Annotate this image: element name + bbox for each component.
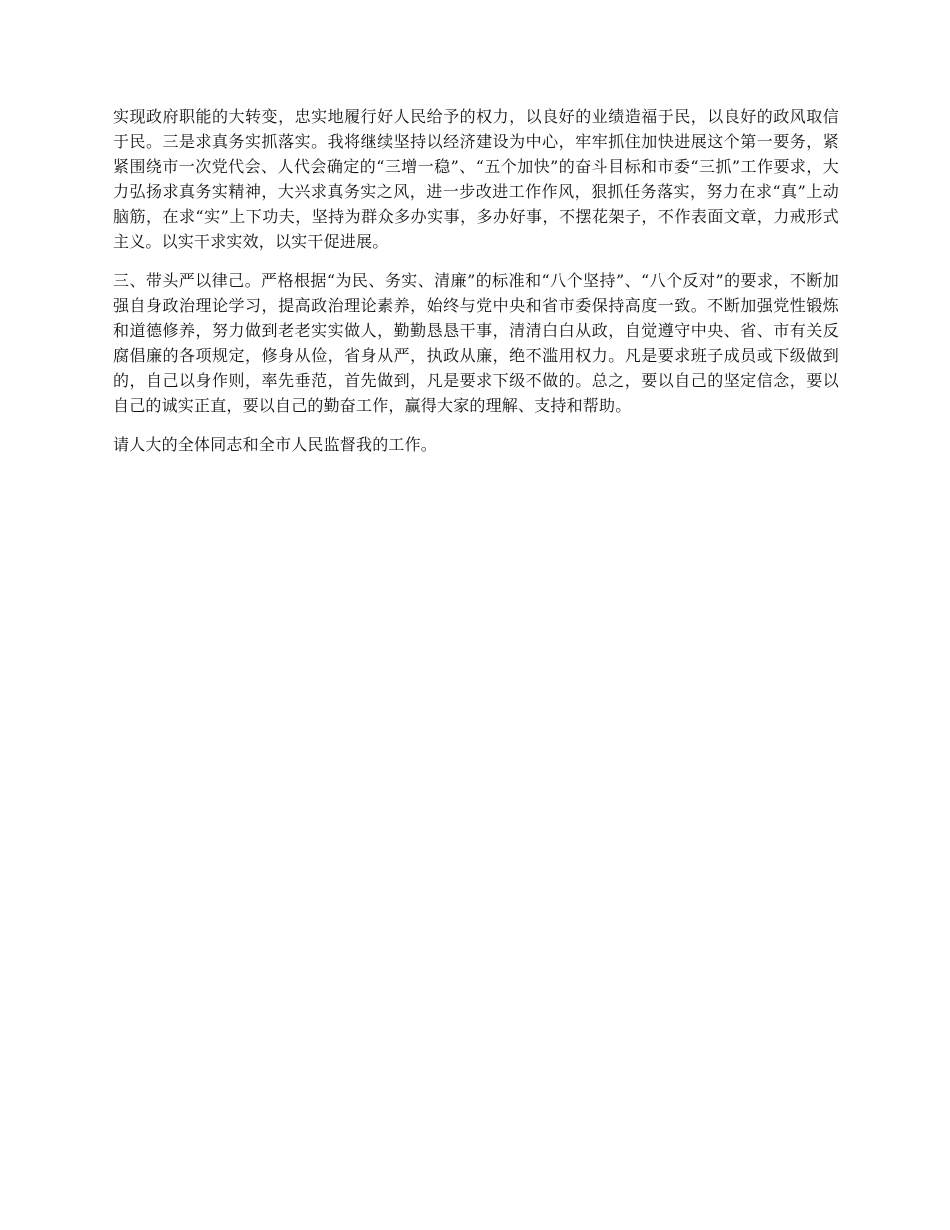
document-body [113,104,839,471]
paragraph-3: 请人大的全体同志和全市人民监督我的工作。 [113,435,438,454]
paragraph-1: 实现政府职能的大转变，忠实地履行好人民给予的权力，以良好的业绩造福于民，以良好的政风取信于民。三是求真务实抓落实。我将继续坚持以经济建设为中心，牢牢抓住加快进展这个第一要务，紧紧围绕市一次党代会、人代会确定的“三增一稳”、“五个加快”的奋斗目标和市委“三抓”工作要求，大力弘扬求真务实精神，大兴求真务实之风，进一步改进工作作风，狠抓任务落实，努力在求“真”上动脑筋，在求“实”上下功夫，坚持为群众多办实事，多办好事，不摆花架子，不作表面文章，力戒形式主义。以实干求实效，以实干促进展。 [113,107,839,251]
paragraph-2: 三、带头严以律己。严格根据“为民、务实、清廉”的标准和“八个坚持”、“八个反对”的要求，不断加强自身政治理论学习，提高政治理论素养，始终与党中央和省市委保持高度一致。不断加强党性锻炼和道德修养，努力做到老老实实做人，勤勤恳恳干事，清清白白从政，自觉遵守中央、省、市有关反腐倡廉的各项规定，修身从俭，省身从严，执政从廉，绝不滥用权力。凡是要求班子成员或下级做到的，自己以身作则，率先垂范，首先做到，凡是要求下级不做的。总之，要以自己的坚定信念，要以自己的诚实正直，要以自己的勤奋工作，赢得大家的理解、支持和帮助。 [113,271,839,415]
